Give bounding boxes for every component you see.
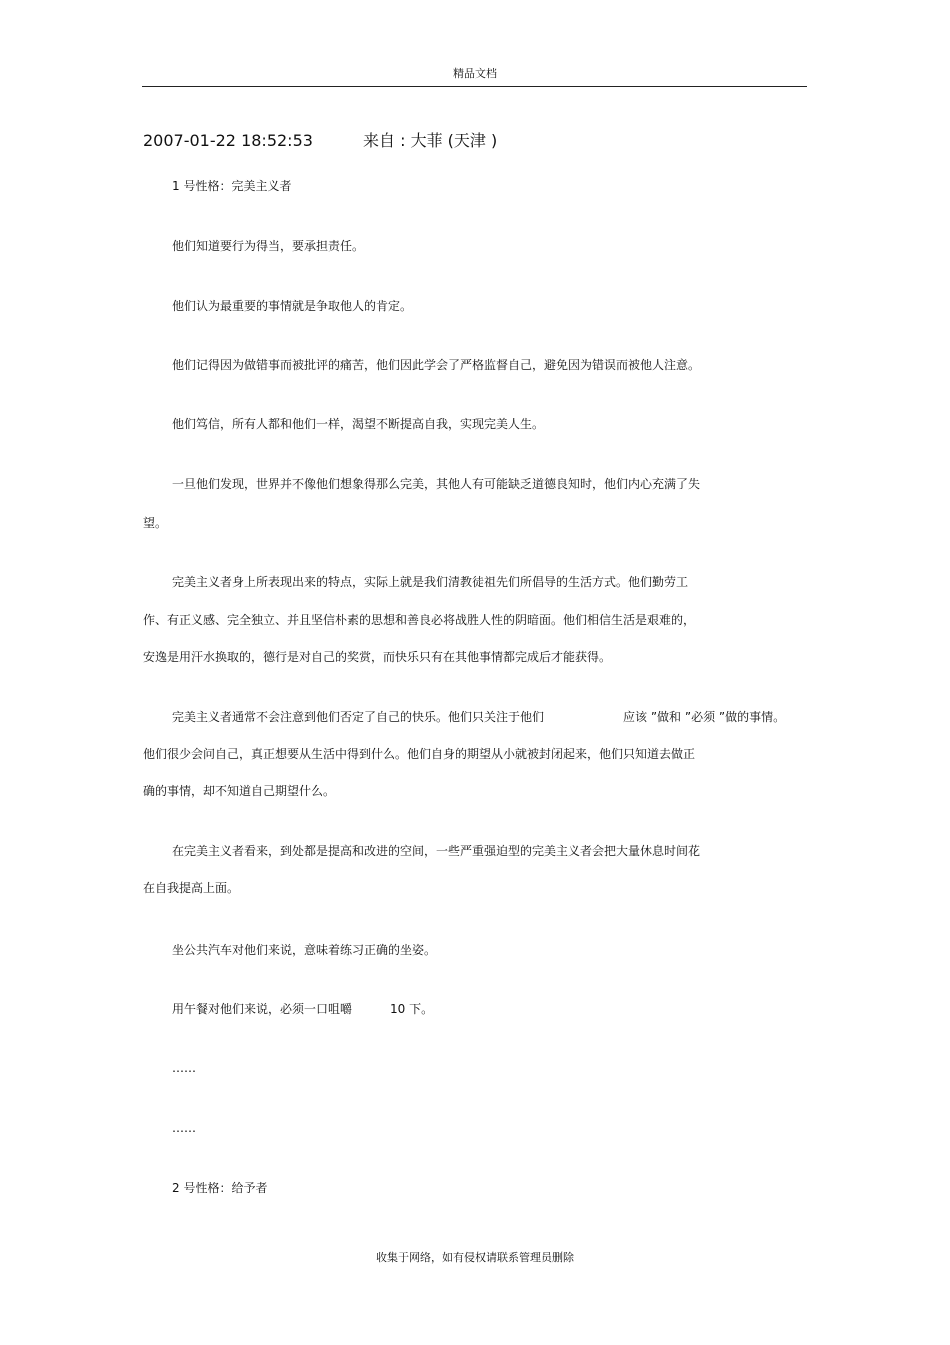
- paragraph-line: 确的事情，却不知道自己期望什么。: [143, 784, 336, 798]
- paragraph-line: 他们知道要行为得当，要承担责任。: [172, 239, 365, 253]
- paragraph-line: 用午餐对他们来说，必须一口咀嚼: [172, 1002, 353, 1016]
- ellipsis-line: ……: [172, 1061, 196, 1075]
- paragraph-line: 他们认为最重要的事情就是争取他人的肯定。: [172, 299, 413, 313]
- section-heading-type-2: 2 号性格：给予者: [172, 1181, 268, 1195]
- paragraph-line: 在完美主义者看来，到处都是提高和改进的空间，一些严重强迫型的完美主义者会把大量休息时间花: [172, 844, 701, 858]
- post-header: [143, 131, 498, 151]
- paragraph-line: 安逸是用汗水换取的，德行是对自己的奖赏，而快乐只有在其他事情都完成后才能获得。: [143, 650, 612, 664]
- header-divider: [142, 86, 807, 87]
- page-header-title: 精品文档: [453, 67, 497, 80]
- paragraph-line: 坐公共汽车对他们来说，意味着练习正确的坐姿。: [172, 943, 437, 957]
- paragraph-line-continuation: 10 下。: [390, 1002, 434, 1016]
- paragraph-line: 望。: [143, 516, 168, 530]
- paragraph-line: 他们很少会问自己，真正想要从生活中得到什么。他们自身的期望从小就被封闭起来，他们只知道去做正: [143, 747, 696, 761]
- paragraph-line: 完美主义者通常不会注意到他们否定了自己的快乐。他们只关注于他们: [172, 710, 545, 724]
- post-timestamp: 2007-01-22 18:52:53: [143, 131, 313, 150]
- post-source: 来自 : 大菲 (天津 ): [363, 131, 498, 150]
- paragraph-line: 他们笃信，所有人都和他们一样，渴望不断提高自我，实现完美人生。: [172, 417, 545, 431]
- paragraph-line: 一旦他们发现，世界并不像他们想象得那么完美，其他人有可能缺乏道德良知时，他们内心充满了失: [172, 477, 701, 491]
- paragraph-line: 作、有正义感、完全独立、并且坚信朴素的思想和善良必将战胜人性的阴暗面。他们相信生活是艰难的，: [143, 613, 696, 627]
- paragraph-line-continuation: 应该 ”做和 ”必须 ”做的事情。: [623, 710, 786, 724]
- ellipsis-line: ……: [172, 1121, 196, 1135]
- page-footer-note: 收集于网络，如有侵权请联系管理员删除: [376, 1251, 574, 1264]
- section-heading-type-1: 1 号性格：完美主义者: [172, 179, 292, 193]
- paragraph-line: 他们记得因为做错事而被批评的痛苦，他们因此学会了严格监督自己，避免因为错误而被他人注意。: [172, 358, 701, 372]
- paragraph-line: 完美主义者身上所表现出来的特点，实际上就是我们清教徒祖先们所倡导的生活方式。他们勤劳工: [172, 575, 689, 589]
- paragraph-line: 在自我提高上面。: [143, 881, 240, 895]
